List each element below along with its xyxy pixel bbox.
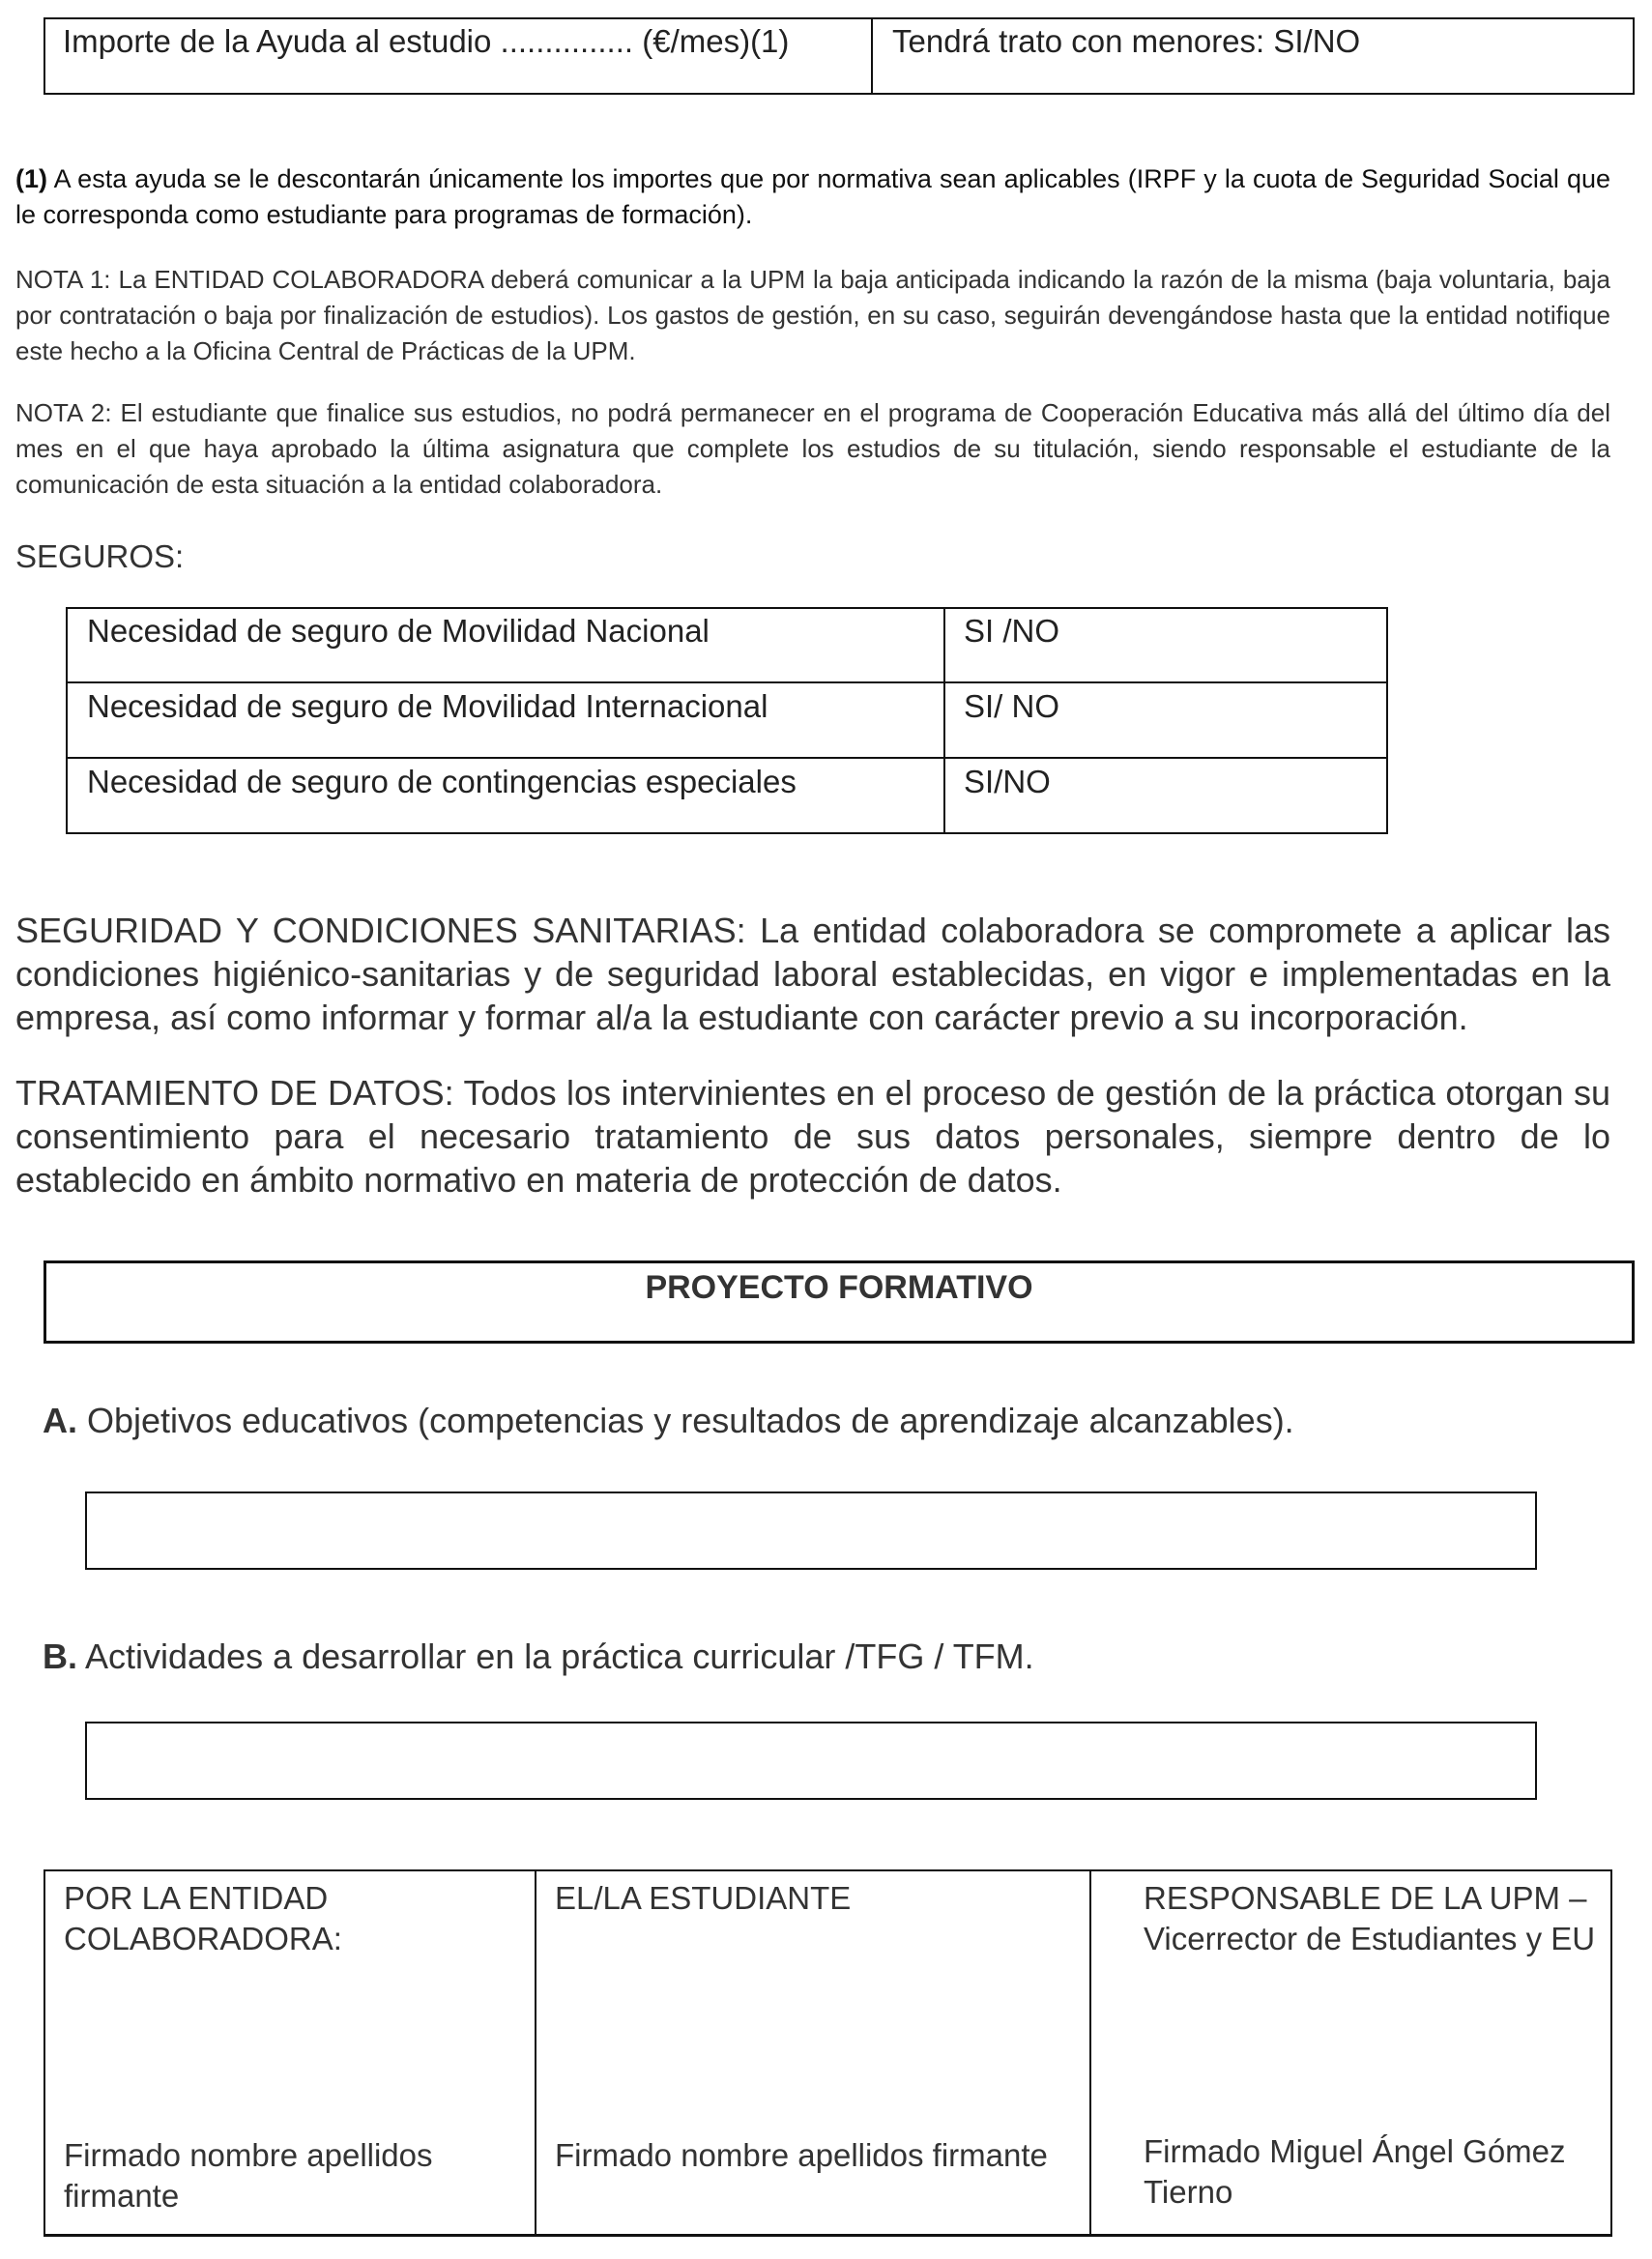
trato-menores-field[interactable]: Tendrá trato con menores: SI/NO <box>892 23 1361 59</box>
top-table-divider <box>871 17 873 95</box>
footnote <box>15 161 1610 233</box>
firmas-bottom-shadow <box>43 2234 1612 2237</box>
section-a-letter: A. <box>43 1401 77 1440</box>
footnote-text: A esta ayuda se le descontarán únicamente los importes que por normativa sean aplicables (IRPF y la cuota de Seguridad Social que le corresponda como estudiante para programas de formación). <box>15 164 1610 229</box>
seguro-internacional-value[interactable]: SI/ NO <box>964 688 1060 724</box>
seguros-row-divider <box>66 681 1388 683</box>
seguro-contingencias-value[interactable]: SI/NO <box>964 764 1051 799</box>
seguro-contingencias-label: Necesidad de seguro de contingencias especiales <box>87 764 797 799</box>
seguridad-paragraph: SEGURIDAD Y CONDICIONES SANITARIAS: La entidad colaboradora se compromete a aplicar las condiciones higiénico-sanitarias y de seguridad laboral establecidas, en vigor e implementadas en la empresa, así como informar y formar al/a la estudiante con carácter previo a su incorporación. <box>15 911 1610 1037</box>
section-a-heading <box>43 1399 1294 1442</box>
seguros-row-divider <box>66 757 1388 759</box>
seguro-nacional-label: Necesidad de seguro de Movilidad Nacional <box>87 613 710 649</box>
nota-1: NOTA 1: La ENTIDAD COLABORADORA deberá comunicar a la UPM la baja anticipada indicando la razón de la misma (baja voluntaria, baja por contratación o baja por finalización de estudios). Los gastos de gestión, en su caso, seguirán devengándose hasta que la entidad notifique este hecho a la Oficina Central de Prácticas de la UPM. <box>15 265 1610 365</box>
proyecto-title: PROYECTO FORMATIVO <box>645 1269 1033 1306</box>
tratamiento-paragraph: TRATAMIENTO DE DATOS: Todos los intervinientes en el proceso de gestión de la práctica otorgan su consentimiento para el necesario tratamiento de sus datos personales, siempre dentro de lo establecido en ámbito normativo en materia de protección de datos. <box>15 1073 1610 1200</box>
section-a-text: Objetivos educativos (competencias y resultados de aprendizaje alcanzables). <box>77 1401 1294 1440</box>
ayuda-importe-field[interactable]: Importe de la Ayuda al estudio ............... (€/mes)(1) <box>63 23 790 59</box>
objetivos-field[interactable] <box>85 1492 1537 1570</box>
nota-2: NOTA 2: El estudiante que finalice sus estudios, no podrá permanecer en el programa de Cooperación Educativa más allá del último día del mes en el que haya aprobado la última asignatura que complete los estudios de su titulación, siendo responsable el estudiante de la comunicación de esta situación a la entidad colaboradora. <box>15 398 1610 499</box>
footnote-marker: (1) <box>15 164 47 193</box>
firma-upm-signature[interactable]: Firmado Miguel Ángel Gómez Tierno <box>1144 2133 1566 2210</box>
seguro-internacional-label: Necesidad de seguro de Movilidad Internacional <box>87 688 768 724</box>
actividades-field[interactable] <box>85 1722 1537 1800</box>
firmas-col-divider <box>1089 1869 1091 2236</box>
seguros-col-divider <box>943 607 945 834</box>
firma-upm-header: RESPONSABLE DE LA UPM – Vicerrector de Estudiantes y EU <box>1144 1880 1596 1956</box>
section-b-heading <box>43 1635 1034 1678</box>
firma-entidad-header: POR LA ENTIDAD COLABORADORA: <box>64 1880 342 1956</box>
firmas-col-divider <box>535 1869 536 2236</box>
firma-estudiante-header: EL/LA ESTUDIANTE <box>555 1880 852 1916</box>
seguro-nacional-value[interactable]: SI /NO <box>964 613 1060 649</box>
section-b-letter: B. <box>43 1636 77 1676</box>
firma-estudiante-signature[interactable]: Firmado nombre apellidos firmante <box>555 2137 1048 2173</box>
seguros-heading: SEGUROS: <box>15 538 185 574</box>
firma-entidad-signature[interactable]: Firmado nombre apellidos firmante <box>64 2137 433 2214</box>
section-b-text: Actividades a desarrollar en la práctica curricular /TFG / TFM. <box>77 1636 1034 1676</box>
